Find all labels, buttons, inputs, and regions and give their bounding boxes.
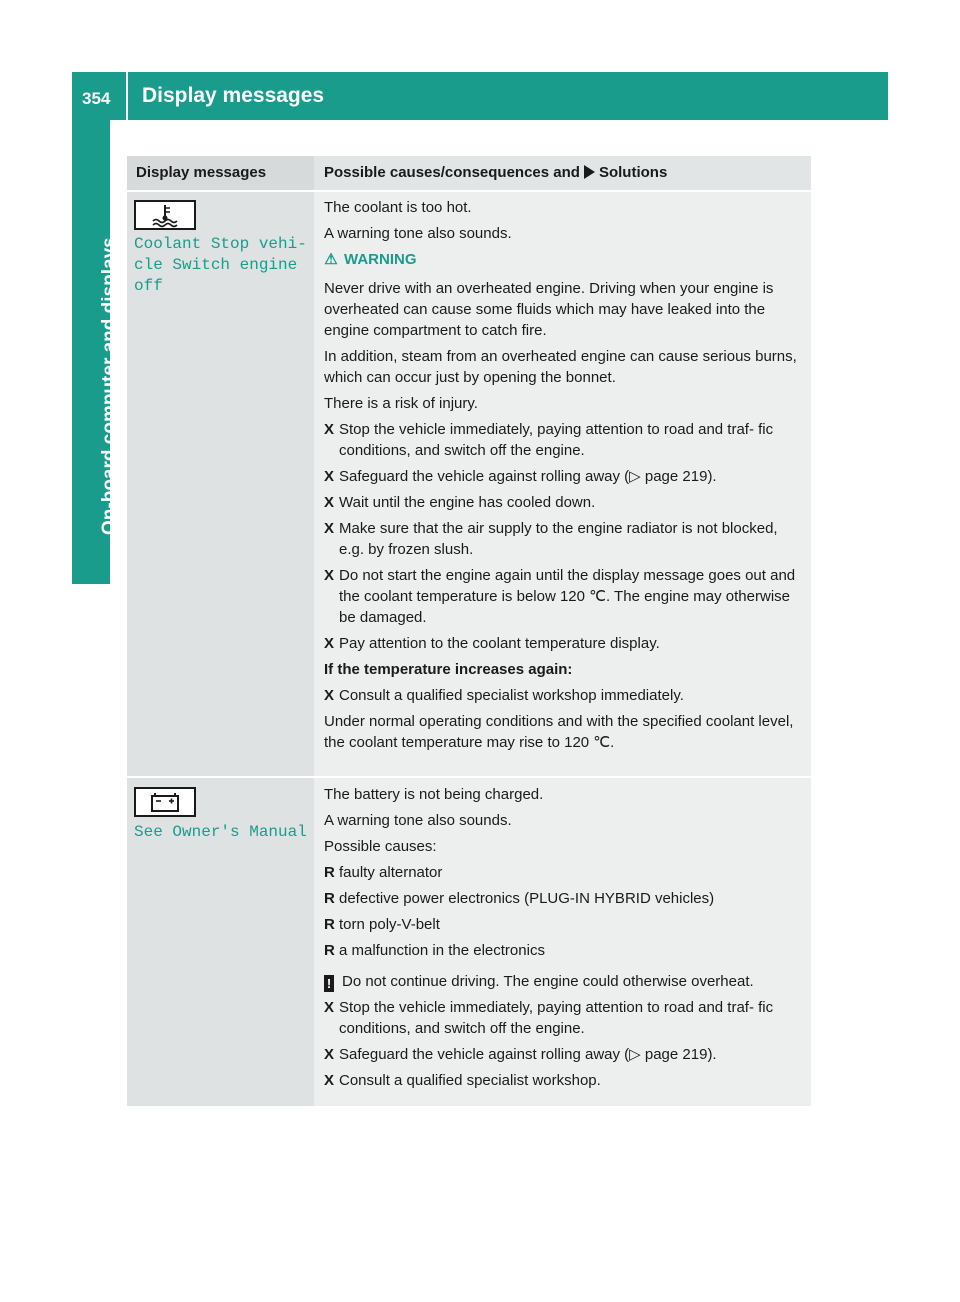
exclamation-icon: ! (324, 975, 334, 992)
cause-item: R a malfunction in the electronics (324, 942, 545, 959)
warning-triangle-icon: ⚠ (324, 251, 338, 268)
chapter-side-tab[interactable] (72, 120, 120, 584)
messages-column (127, 156, 314, 1106)
paragraph: The coolant is too hot. (324, 199, 472, 216)
action-step: X Consult a qualified specialist workshop immediately. (324, 687, 684, 704)
bullet-marker-icon: R (324, 942, 335, 959)
paragraph: There is a risk of injury. (324, 395, 478, 412)
paragraph: The battery is not being charged. (324, 786, 544, 803)
display-messages-table (127, 156, 811, 1106)
action-step: X Wait until the engine has cooled down. (324, 494, 596, 511)
column-header-solutions (314, 156, 811, 190)
warning-heading (324, 249, 804, 270)
bullet-marker-icon: R (324, 916, 335, 933)
paragraph: Possible causes: (324, 838, 437, 855)
caution-note: ! Do not continue driving. The engine could otherwise overheat. (324, 971, 804, 992)
paragraph: In addition, steam from an overheated engine can cause serious burns, which can occur just by opening the bonnet. (324, 348, 797, 386)
battery-message (134, 822, 307, 843)
action-step: X Stop the vehicle immediately, paying attention to road and traf‐ fic conditions, and switch off the engine. (324, 999, 774, 1037)
step-marker-icon: X (324, 687, 335, 704)
coolant-temperature-icon (134, 200, 196, 230)
action-step: X Do not start the engine again until the display message goes out and the coolant temperature is below 120 ℃. The engine may otherwise be damaged. (324, 567, 796, 626)
step-marker-icon: X (324, 421, 335, 438)
action-step: X Safeguard the vehicle against rolling away (▷ page 219). (324, 1046, 717, 1063)
battery-icon (134, 787, 196, 817)
cause-item: R torn poly-V-belt (324, 916, 440, 933)
action-step: X Pay attention to the coolant temperature display. (324, 635, 660, 652)
paragraph: A warning tone also sounds. (324, 812, 512, 829)
header-causes-label: Possible causes/consequences and (324, 164, 580, 181)
bullet-marker-icon: R (324, 890, 335, 907)
step-marker-icon: X (324, 1046, 335, 1063)
message-line: See Owner's Manual (134, 823, 307, 841)
step-marker-icon: X (324, 1072, 335, 1089)
header-solutions-label: Solutions (598, 164, 668, 181)
coolant-solutions (324, 197, 804, 758)
paragraph: Never drive with an overheated engine. Driving when your engine is overheated can cause some fluids which may have leaked into the engine compartment to catch fire. (324, 280, 774, 339)
page-title: Display messages (142, 84, 325, 107)
step-marker-icon: X (324, 999, 335, 1016)
subheading: If the temperature increases again: (324, 661, 573, 678)
arrow-right-icon (584, 165, 595, 179)
step-marker-icon: X (324, 520, 335, 537)
action-step: X Make sure that the air supply to the engine radiator is not blocked, e.g. by frozen slush. (324, 520, 778, 558)
action-step: X Stop the vehicle immediately, paying attention to road and traf‐ fic conditions, and switch off the engine. (324, 421, 774, 459)
warning-label: WARNING (344, 251, 417, 268)
step-marker-icon: X (324, 635, 335, 652)
cause-item: R defective power electronics (PLUG-IN HYBRID vehicles) (324, 890, 715, 907)
message-line: off (134, 277, 163, 295)
bullet-marker-icon: R (324, 864, 335, 881)
message-line: Coolant Stop vehi‐ (134, 235, 307, 253)
row-divider (127, 776, 811, 778)
message-line: cle Switch engine (134, 256, 298, 274)
paragraph: Under normal operating conditions and with the specified coolant level, the coolant temperature may rise to 120 ℃. (324, 713, 794, 751)
battery-solutions (324, 784, 804, 1096)
page-header (72, 72, 888, 120)
header-divider (126, 72, 128, 120)
page-number: 354 (82, 89, 111, 108)
cause-item: R faulty alternator (324, 864, 443, 881)
paragraph: A warning tone also sounds. (324, 225, 512, 242)
step-marker-icon: X (324, 494, 335, 511)
coolant-message (134, 234, 307, 297)
row-divider (127, 190, 811, 192)
chapter-label: On-board computer and displays (99, 237, 120, 535)
step-marker-icon: X (324, 567, 335, 584)
step-marker-icon: X (324, 468, 335, 485)
column-header-display-messages: Display messages (127, 156, 314, 190)
action-step: X Consult a qualified specialist workshop. (324, 1072, 601, 1089)
action-step: X Safeguard the vehicle against rolling away (▷ page 219). (324, 468, 717, 485)
